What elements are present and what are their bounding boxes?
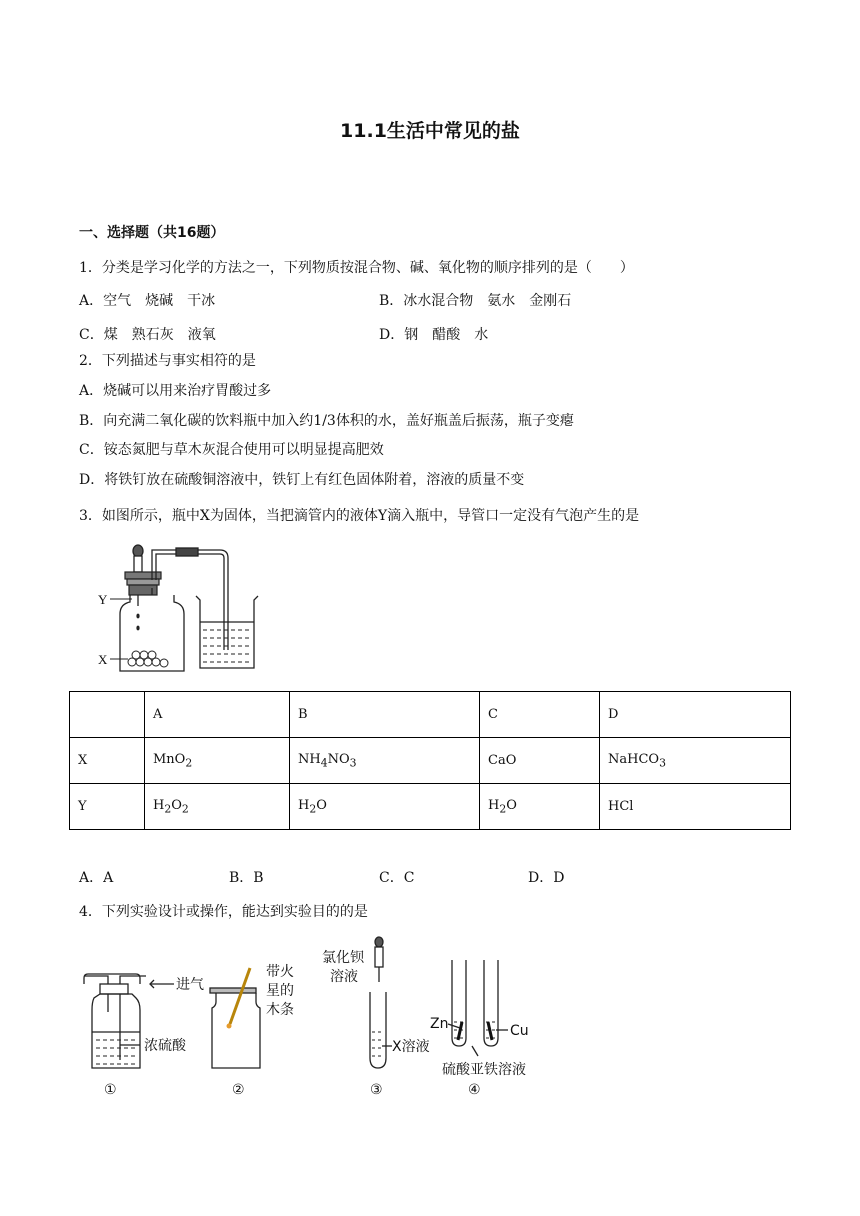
section-heading: 一、选择题（共16题） [79, 225, 225, 241]
solid-x-pellets [128, 651, 168, 667]
tube-icon [152, 548, 228, 650]
label-cu: Cu [510, 1023, 529, 1039]
label-x-solution: X溶液 [392, 1039, 430, 1055]
test-tube-zn-icon [452, 960, 466, 1046]
q3-option-a[interactable]: A．A [79, 870, 114, 886]
label-splint-2: 星的 [266, 983, 294, 999]
test-tube-icon [370, 992, 392, 1068]
label-y: Y [98, 592, 108, 607]
label-splint-1: 带火 [266, 964, 294, 980]
glowing-splint-icon [227, 968, 251, 1029]
table-cell-formula: $NH_4NO_3$ [290, 738, 480, 784]
table-cell: X [70, 738, 145, 784]
gas-jar-icon [210, 988, 260, 1068]
table-cell: B [290, 692, 480, 738]
table-cell-formula: $H_2O$ [290, 784, 480, 830]
table-row [70, 784, 791, 830]
label-zn: Zn [430, 1016, 449, 1032]
label-x: X [98, 652, 108, 667]
table-cell: HCl [600, 784, 791, 830]
q3-option-b[interactable]: B．B [229, 870, 264, 886]
q1-option-a[interactable]: A．空气 烧碱 干冰 [79, 293, 216, 309]
q3-option-d[interactable]: D．D [528, 870, 565, 886]
q1-option-b[interactable]: B．冰水混合物 氨水 金刚石 [379, 293, 572, 309]
q4-stem: 4．下列实验设计或操作，能达到实验目的的是 [79, 904, 368, 920]
q2-option-c[interactable]: C．铵态氮肥与草木灰混合使用可以明显提高肥效 [79, 442, 384, 458]
q2-option-d[interactable]: D．将铁钉放在硫酸铜溶液中，铁钉上有红色固体附着，溶液的质量不变 [79, 472, 525, 488]
q3-apparatus-figure [92, 538, 272, 680]
label-feso4-solution: 硫酸亚铁溶液 [442, 1062, 526, 1078]
table-cell-formula: MnO$_2$ [145, 738, 290, 784]
q3-option-c[interactable]: C．C [379, 870, 415, 886]
label-bacl2-2: 溶液 [330, 969, 358, 985]
table-cell-formula: $H_2O$ [480, 784, 600, 830]
q2-option-a[interactable]: A．烧碱可以用来治疗胃酸过多 [79, 383, 272, 399]
table-row [70, 738, 791, 784]
q3-options-table [69, 691, 791, 830]
dropper-icon [133, 545, 143, 572]
label-num-1: ① [104, 1082, 117, 1098]
q1-stem: 1．分类是学习化学的方法之一，下列物质按混合物、碱、氧化物的顺序排列的是（ ） [79, 260, 634, 276]
table-cell-formula: NaHCO$_3$ [600, 738, 791, 784]
droplets [136, 614, 139, 631]
q1-option-d[interactable]: D．钢 醋酸 水 [379, 327, 489, 343]
label-num-4: ④ [468, 1082, 481, 1098]
table-cell: Y [70, 784, 145, 830]
dropper-icon [375, 937, 383, 982]
table-row [70, 692, 791, 738]
label-conc-sulfuric-acid: 浓硫酸 [144, 1038, 186, 1054]
label-num-2: ② [232, 1082, 245, 1098]
label-bacl2-1: 氯化钡 [322, 950, 364, 966]
q2-stem: 2．下列描述与事实相符的是 [79, 353, 256, 369]
table-cell: A [145, 692, 290, 738]
label-splint-3: 木条 [266, 1002, 294, 1018]
page-title: 11.1生活中常见的盐 [340, 120, 520, 142]
label-num-3: ③ [370, 1082, 383, 1098]
table-cell-formula: $H_2O_2$ [145, 784, 290, 830]
table-cell: CaO [480, 738, 600, 784]
table-cell: D [600, 692, 791, 738]
table-cell [70, 692, 145, 738]
beaker-icon [196, 596, 258, 668]
q4-experiments-figure [78, 932, 548, 1100]
q2-option-b[interactable]: B．向充满二氧化碳的饮料瓶中加入约1/3体积的水，盖好瓶盖后振荡，瓶子变瘪 [79, 413, 574, 429]
label-gas-in: 进气 [176, 977, 204, 993]
table-cell: C [480, 692, 600, 738]
q3-stem: 3．如图所示，瓶中X为固体，当把滴管内的液体Y滴入瓶中，导管口一定没有气泡产生的是 [79, 508, 640, 524]
q1-option-c[interactable]: C．煤 熟石灰 液氧 [79, 327, 216, 343]
test-tube-cu-icon [448, 960, 508, 1056]
